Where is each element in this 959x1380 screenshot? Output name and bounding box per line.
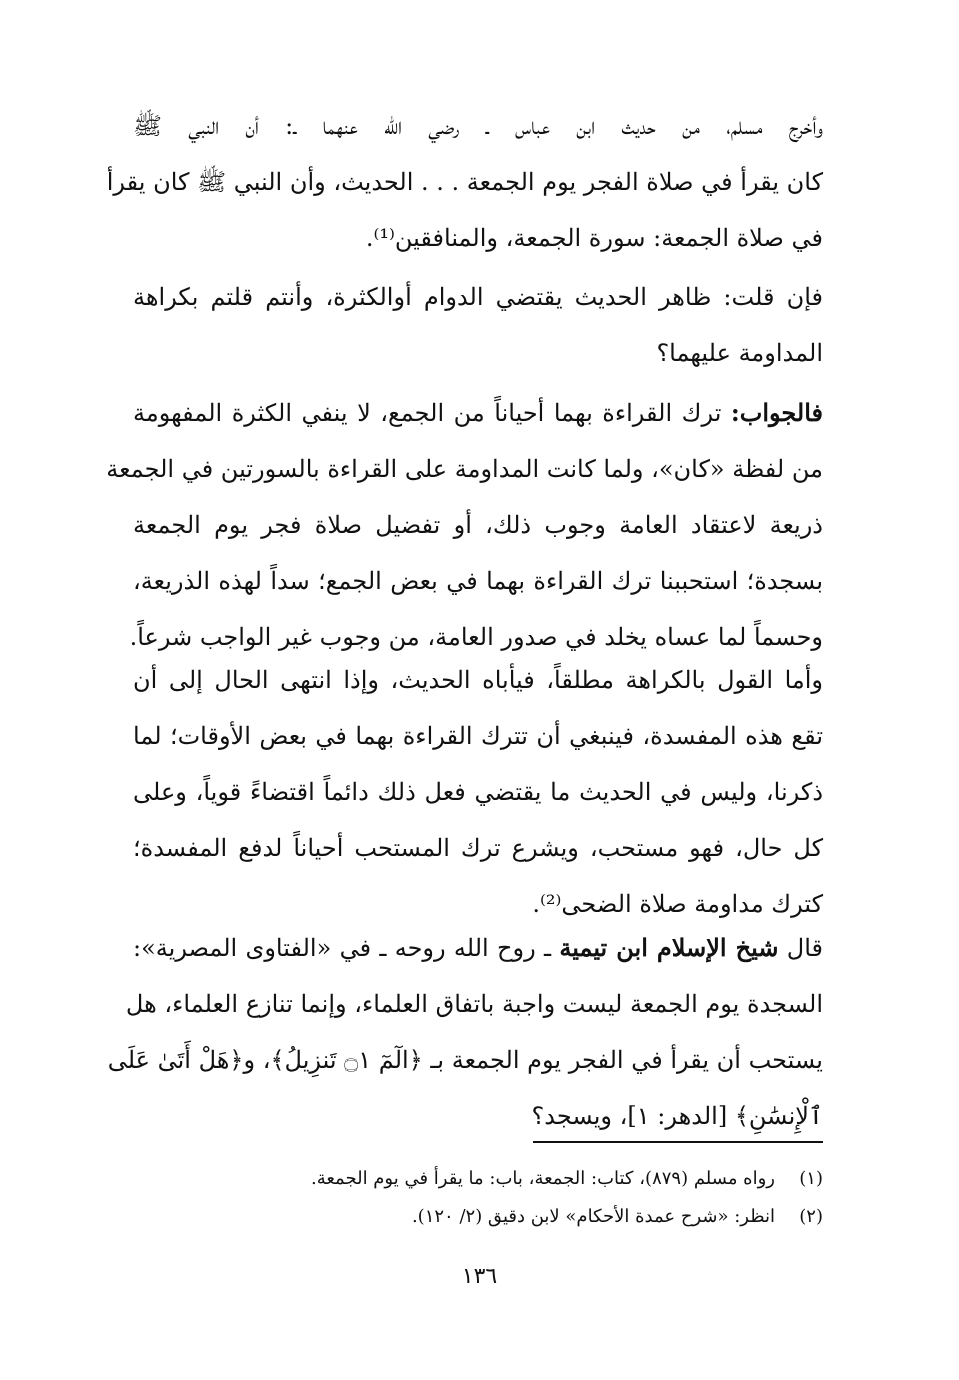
answer-lead: فالجواب: bbox=[730, 398, 823, 427]
text-line: ذكرنا، وليس في الحديث ما يقتضي فعل ذلك دائماً اقتضاءً قوياً، وعلى bbox=[133, 778, 824, 806]
paragraph-answer bbox=[106, 385, 823, 665]
page-number: ١٣٦ bbox=[461, 1264, 498, 1289]
text-line: السجدة يوم الجمعة ليست واجبة باتفاق العلماء، وإنما تنازع العلماء، هل bbox=[125, 990, 823, 1018]
text-line: وحسماً لما عساه يخلد في صدور العامة، من وجوب غير الواجب شرعاً. bbox=[129, 623, 823, 651]
text-line: وأما القول بالكراهة مطلقاً، فيأباه الحديث، وإذا انتهى الحال إلى أن bbox=[133, 666, 823, 694]
paragraph-question bbox=[133, 269, 823, 381]
text-line: كان يقرأ في صلاة الفجر يوم الجمعة . . . الحديث، وأن النبي ﷺ كان يقرأ bbox=[106, 168, 823, 196]
text-line: فإن قلت: ظاهر الحديث يقتضي الدوام أوالكثرة، وأنتم قلتم بكراهة bbox=[133, 283, 823, 311]
text-line: كترك مداومة صلاة الضحى⁽²⁾. bbox=[532, 890, 823, 918]
text-line: تقع هذه المفسدة، فينبغي أن تترك القراءة بهما في بعض الأوقات؛ لما bbox=[133, 722, 823, 750]
paragraph-hadith-muslim bbox=[106, 98, 823, 266]
text-line: من لفظة «كان»، ولما كانت المداومة على القراءة بالسورتين في الجمعة bbox=[106, 455, 823, 483]
text-line: ذريعة لاعتقاد العامة وجوب ذلك، أو تفضيل صلاة فجر يوم الجمعة bbox=[133, 511, 823, 539]
paragraph-ibn-taymiyya bbox=[107, 920, 823, 1144]
footnote-text: انظر: «شرح عمدة الأحكام» لابن دقيق (٢/ ١٢٠). bbox=[411, 1206, 775, 1227]
quote-source: ـ روح الله روحه ـ في «الفتاوى المصرية»: bbox=[133, 934, 560, 962]
scholar-name: شيخ الإسلام ابن تيمية bbox=[559, 933, 779, 962]
footnote-text: رواه مسلم (٨٧٩)، كتاب: الجمعة، باب: ما يقرأ في يوم الجمعة. bbox=[311, 1168, 775, 1189]
footnotes bbox=[133, 1160, 823, 1236]
footnote-item bbox=[133, 1198, 823, 1236]
footnote-number: (٢) bbox=[799, 1206, 823, 1227]
text-line: بسجدة؛ استحببنا ترك القراءة بهما في بعض الجمع؛ سداً لهذه الذريعة، bbox=[133, 567, 823, 595]
text-line: المداومة عليهما؟ bbox=[656, 339, 823, 367]
text-line: في صلاة الجمعة: سورة الجمعة، والمنافقين⁽¹⁾. bbox=[365, 224, 823, 252]
quote-intro: قال bbox=[778, 934, 823, 962]
text-line: ٱلْإِنسَٰنِ﴾ [الدهر: ١]، ويسجد؟ bbox=[531, 1102, 823, 1130]
text-line: وأخرج مسلم، من حديث ابن عباس ـ رضي الله عنهما ـ: أن النبي ﷺ bbox=[133, 112, 823, 140]
text-line: كل حال، فهو مستحب، ويشرع ترك المستحب أحياناً لدفع المفسدة؛ bbox=[133, 834, 823, 862]
footnote-item bbox=[133, 1160, 823, 1198]
footnote-separator bbox=[533, 1141, 823, 1143]
text-line: يستحب أن يقرأ في الفجر يوم الجمعة بـ ﴿الٓمٓ ۝١ تَنزِيلُ﴾، و﴿هَلْ أَتَىٰ عَلَى bbox=[107, 1046, 823, 1074]
text-line bbox=[133, 385, 823, 441]
footnote-number: (١) bbox=[799, 1168, 823, 1189]
text-line bbox=[133, 920, 823, 976]
answer-line-text: ترك القراءة بهما أحياناً من الجمع، لا ينفي الكثرة المفهومة bbox=[133, 399, 731, 427]
paragraph-karaha bbox=[133, 652, 823, 932]
